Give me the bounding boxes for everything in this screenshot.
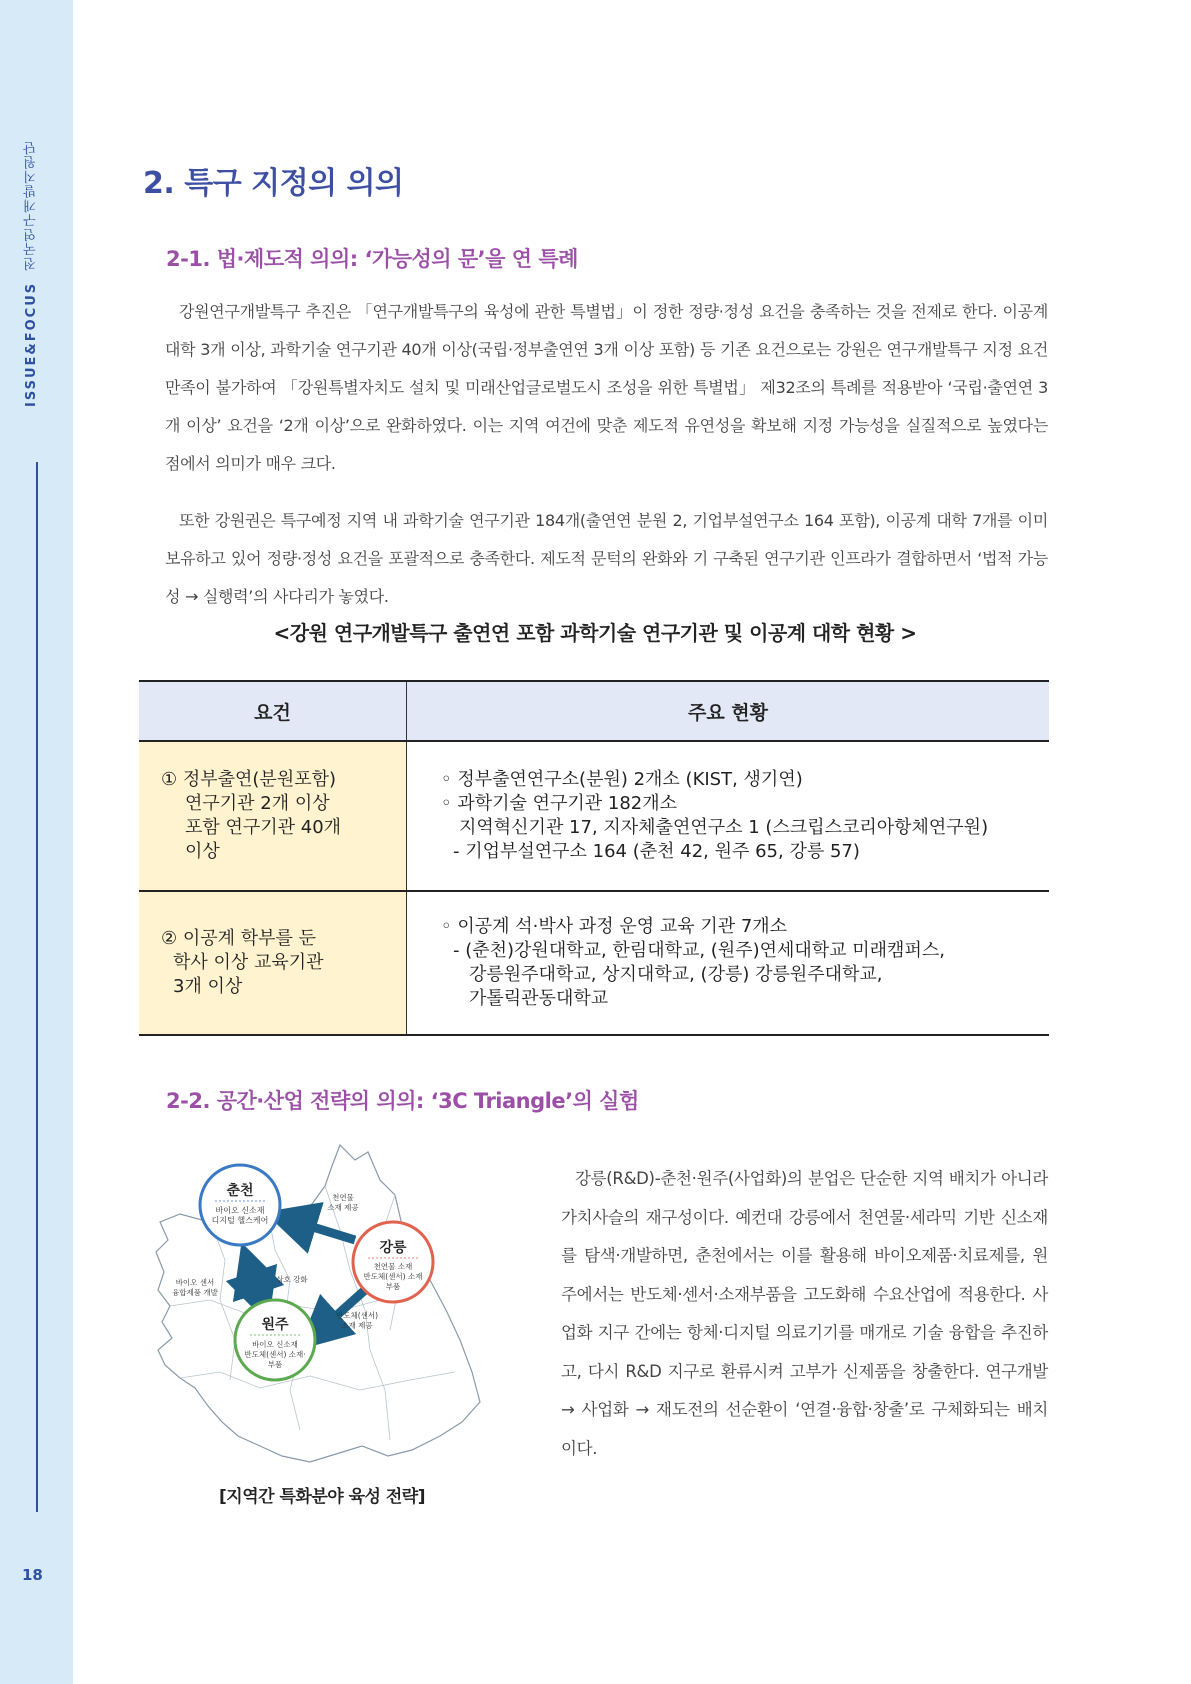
cell-line: 강릉원주대학교, 상지대학교, (강릉) 강릉원주대학교, [469, 964, 883, 985]
org-label: 전국연구개발지원단 [24, 140, 39, 271]
chuncheon-label: 춘천 [226, 1183, 254, 1199]
cell-line: 학사 이상 교육기관 [173, 952, 324, 973]
requirement-cell [139, 741, 407, 891]
table-row [139, 741, 1049, 891]
cell-line: 3개 이상 [173, 976, 243, 997]
gangneung-label: 강릉 [379, 1240, 407, 1256]
chuncheon-circle [200, 1165, 280, 1245]
paragraph: 또한 강원권은 특구예정 지역 내 과학기술 연구기관 184개(출연연 분원 2, 기업부설연구소 164 포함), 이공계 대학 7개를 이미 보유하고 있어 정량·정성 요건을 포괄적으로 충족한다. 제도적 문턱의 완화와 기 구축된 연구기관 인프라가 결합하면서 ‘법적 가능성 → 실행력’의 사다리가 놓였다. [165, 511, 1048, 606]
table-caption: <강원 연구개발특구 출연연 포함 과학기술 연구기관 및 이공계 대학 현황 > [273, 621, 917, 645]
wonju-desc: 부품 [267, 1360, 283, 1369]
table-header: 요건 [139, 681, 407, 741]
section-2-body [561, 1160, 1048, 1468]
gangneung-desc: 천연물 소재 [373, 1262, 413, 1271]
table-header: 주요 현황 [407, 681, 1050, 741]
arrow-label: 소재 제공 [341, 1321, 373, 1330]
section-1-body [165, 293, 1048, 616]
cell-line: ◦ 정부출연연구소(분원) 2개소 (KIST, 생기연) [441, 769, 803, 790]
wonju-desc: 바이오 신소재 [252, 1340, 298, 1349]
cell-line: 포함 연구기관 40개 [185, 817, 342, 838]
gangneung-desc: 부품 [385, 1282, 401, 1291]
arrow-label: 상호 강화 [276, 1275, 308, 1284]
arrow-label: 융합제품 개발 [172, 1288, 218, 1297]
arrow-label: 천연물 [332, 1193, 354, 1202]
map-illustration [150, 1140, 495, 1475]
wonju-label: 원주 [261, 1317, 289, 1333]
table-row [139, 891, 1049, 1035]
institutions-table [139, 680, 1049, 1036]
map-caption: [지역간 특화분야 육성 전략] [219, 1487, 425, 1507]
paragraph: 강릉(R&D)-춘천·원주(사업화)의 분업은 단순한 지역 배치가 아니라 가치사슬의 재구성이다. 예컨대 강릉에서 천연물·세라믹 기반 신소재를 탐색·개발하면, 춘천에서는 이를 활용해 바이오제품·치료제를, 원주에서는 반도체·센서·소재부품을 고도화해 수요산업에 적용한다. 사업화 지구 간에는 항체·디지털 의료기기를 매개로 기술 융합을 추진하고, 다시 R&D 지구로 환류시켜 고부가 신제품을 창출한다. 연구개발 → 사업화 → 재도전의 선순환이 ‘연결·융합·창출’로 구체화되는 배치이다. [561, 1169, 1048, 1458]
cell-line: 지역혁신기관 17, 지자체출연연구소 1 (스크립스코리아항체연구원) [459, 817, 989, 838]
arrow-label: 소재 제공 [327, 1203, 359, 1212]
cell-line: - 기업부설연구소 164 (춘천 42, 원주 65, 강릉 57) [453, 841, 860, 862]
sidebar-divider [36, 462, 38, 1512]
region-map [150, 1140, 495, 1475]
status-cell [407, 891, 1050, 1035]
cell-line: - (춘천)강원대학교, 한림대학교, (원주)연세대학교 미래캠퍼스, [453, 940, 945, 961]
cell-line: ◦ 이공계 석·박사 과정 운영 교육 기관 7개소 [441, 916, 788, 937]
cell-line: 가톨릭관동대학교 [469, 988, 609, 1009]
sidebar [0, 0, 73, 1684]
chuncheon-desc: 디지털 헬스케어 [211, 1216, 269, 1225]
page-title: 2. 특구 지정의 의의 [143, 166, 404, 201]
status-cell [407, 741, 1050, 891]
cell-line: ② 이공계 학부를 둔 [161, 928, 317, 949]
wonju-desc: 반도체(센서) 소재· [244, 1350, 306, 1359]
cell-line: 이상 [185, 841, 220, 862]
section-2-title: 2-2. 공간·산업 전략의 의의: ‘3C Triangle’의 실험 [166, 1089, 639, 1113]
arrow-label: 바이오 센서 [175, 1278, 215, 1287]
cell-line: ◦ 과학기술 연구기관 182개소 [441, 793, 678, 814]
chuncheon-desc: 바이오 신소재 [215, 1206, 265, 1215]
paragraph: 강원연구개발특구 추진은 「연구개발특구의 육성에 관한 특별법」이 정한 정량·정성 요건을 충족하는 것을 전제로 한다. 이공계 대학 3개 이상, 과학기술 연구기관 40개 이상(국립·정부출연연 3개 이상 포함) 등 기존 요건으로는 강원은 연구개발특구 지정 요건 만족이 불가하여 「강원특별자치도 설치 및 미래산업글로벌도시 조성을 위한 특별법」 제32조의 특례를 적용받아 ‘국립·출연연 3개 이상’ 요건을 ‘2개 이상’으로 완화하였다. 이는 지역 여건에 맞춘 제도적 유연성을 확보해 지정 가능성을 실질적으로 높였다는 점에서 의미가 매우 크다. [165, 302, 1048, 473]
page-number: 18 [22, 1566, 43, 1584]
series-label: ISSUE&FOCUS [24, 281, 39, 407]
section-1-title: 2-1. 법·제도적 의의: ‘가능성의 문’을 연 특례 [166, 247, 578, 271]
cell-line: ① 정부출연(분원포함) [161, 769, 337, 790]
gangneung-desc: 반도체(센서) 소재 [363, 1272, 423, 1281]
cell-line: 연구기관 2개 이상 [185, 793, 330, 814]
requirement-cell [139, 891, 407, 1035]
sidebar-label [22, 140, 52, 480]
arrow-label: 반도체(센서) [335, 1311, 379, 1320]
